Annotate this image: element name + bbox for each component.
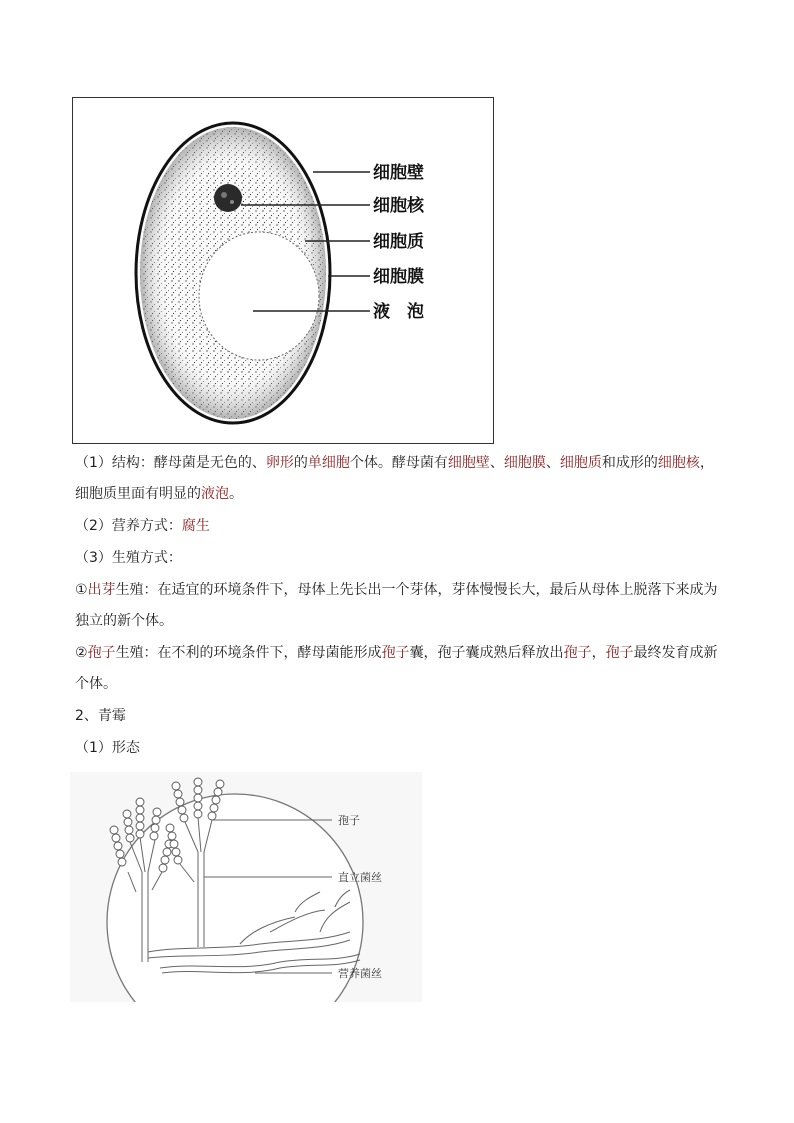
yeast-structure-paragraph: （1）结构：酵母菌是无色的、卵形的单细胞个体。酵母菌有细胞壁、细胞膜、细胞质和成形的细胞核，细胞质里面有明显的液泡。 [75, 455, 714, 502]
highlight-term: 孢子 [87, 645, 116, 661]
penicillium-figure [70, 772, 422, 1002]
highlight-term: 孢子 [605, 645, 634, 661]
yeast-reproduction-heading: （3）生殖方式： [75, 550, 182, 566]
yeast-cell-diagram [73, 98, 493, 443]
highlight-term: 出芽 [87, 582, 116, 598]
yeast-cell-figure [72, 97, 494, 444]
budding-paragraph: ①出芽生殖：在适宜的环境条件下，母体上先长出一个芽体，芽体慢慢长大，最后从母体上脱落下来成为独立的新个体。 [75, 582, 718, 629]
highlight-term: 腐生 [181, 518, 210, 534]
nucleus [214, 184, 242, 212]
spore-paragraph: ②孢子生殖：在不利的环境条件下，酵母菌能形成孢子囊，孢子囊成熟后释放出孢子，孢子最终发育成新个体。 [75, 645, 718, 692]
label-nutrient-hyphae: 营养菌丝 [338, 967, 382, 980]
penicillium-diagram [70, 772, 422, 1002]
highlight-term: 孢子 [563, 645, 592, 661]
label-spore: 孢子 [338, 814, 360, 827]
label-vacuole: 液 泡 [373, 302, 424, 322]
microscope-field [107, 794, 363, 1002]
label-erect-hyphae: 直立菌丝 [338, 871, 382, 884]
label-cell-membrane: 细胞膜 [373, 267, 424, 287]
label-cytoplasm: 细胞质 [373, 232, 424, 252]
highlight-term: 细胞质 [559, 455, 602, 471]
highlight-term: 卵形 [265, 455, 294, 471]
label-cell-wall: 细胞壁 [373, 163, 424, 183]
penicillium-form-heading: （1）形态 [75, 740, 140, 756]
label-nucleus: 细胞核 [373, 196, 424, 216]
highlight-term: 单细胞 [307, 455, 350, 471]
highlight-term: 液泡 [201, 486, 229, 502]
highlight-term: 细胞壁 [447, 455, 490, 471]
vacuole [199, 232, 319, 360]
highlight-term: 孢子 [381, 645, 410, 661]
penicillium-heading: 2、青霉 [75, 708, 126, 724]
highlight-term: 细胞核 [657, 455, 700, 471]
highlight-term: 细胞膜 [503, 455, 546, 471]
yeast-nutrition-paragraph: （2）营养方式：腐生 [75, 518, 210, 534]
